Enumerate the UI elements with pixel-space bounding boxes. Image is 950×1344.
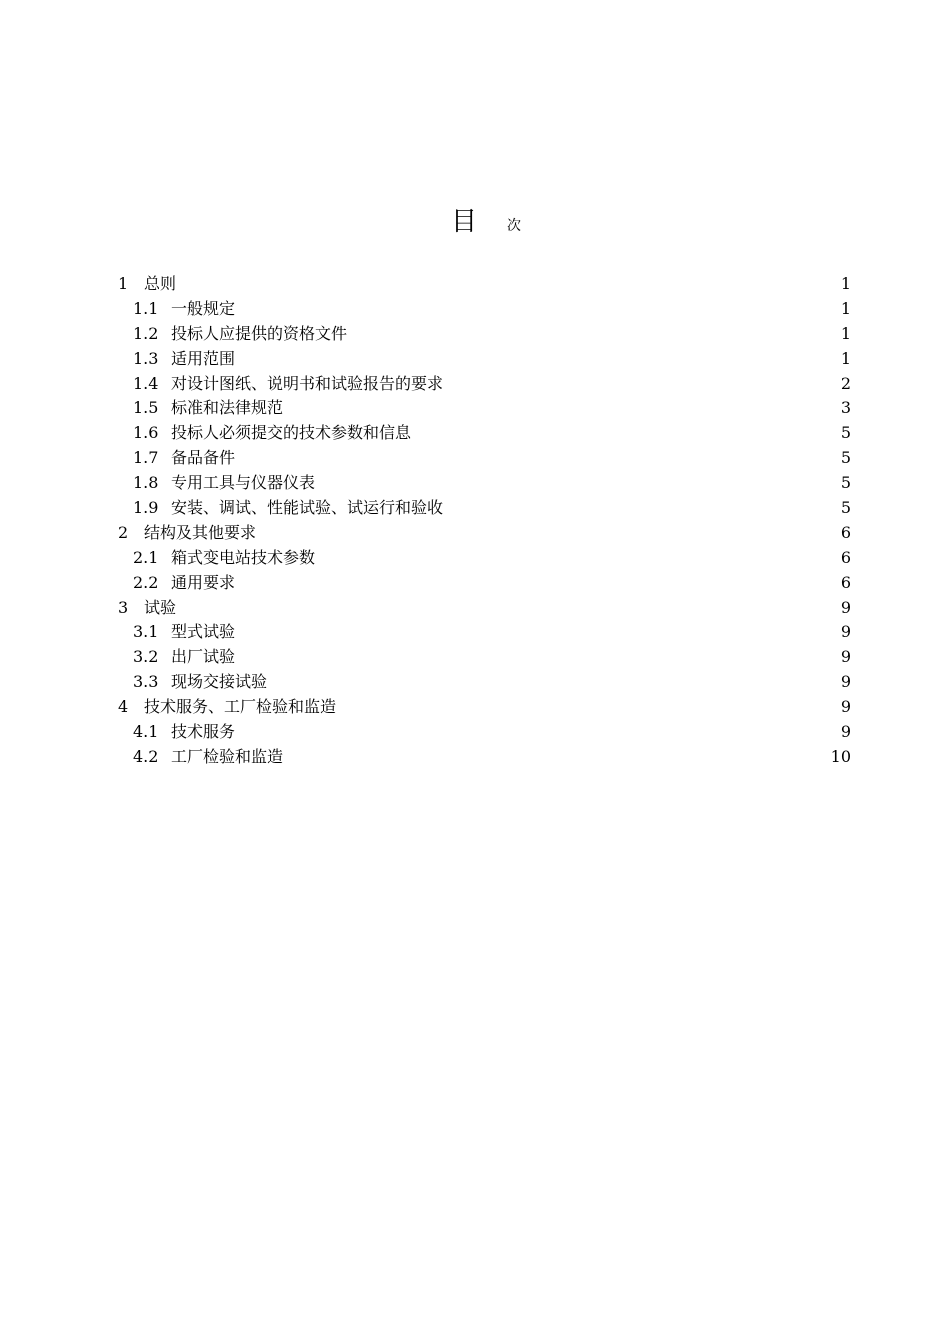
toc-entry-title: 标准和法律规范	[171, 398, 284, 418]
toc-entry-number: 1.2	[133, 323, 159, 343]
toc-entry-title: 总则	[144, 274, 177, 293]
toc-entry[interactable]	[118, 297, 851, 322]
toc-entry-title: 对设计图纸、说明书和试验报告的要求	[171, 373, 444, 393]
toc-entry-page: 1	[840, 348, 851, 368]
toc-entry-page: 5	[840, 448, 851, 468]
toc-entry-number: 1.3	[133, 348, 159, 368]
toc-entry[interactable]	[118, 496, 851, 521]
toc-entry-page: 9	[840, 722, 851, 742]
toc-entry-number: 1.5	[133, 398, 159, 418]
toc-entry[interactable]	[118, 471, 851, 496]
toc-entry-title: 出厂试验	[171, 647, 236, 667]
toc-entry-page: 1	[840, 274, 851, 293]
toc-entry-number: 1.7	[133, 448, 159, 468]
toc-entry-title: 投标人必须提交的技术参数和信息	[171, 423, 412, 443]
toc-entry[interactable]	[118, 695, 851, 720]
toc-entry[interactable]	[118, 546, 851, 571]
toc-entry[interactable]	[118, 596, 851, 621]
toc-entry-title: 结构及其他要求	[144, 522, 257, 542]
toc-entry-number: 3.1	[133, 622, 159, 642]
toc-entry-number: 1.9	[133, 498, 159, 518]
toc-entry-page: 1	[840, 323, 851, 343]
toc-entry-title: 技术服务、工厂检验和监造	[144, 697, 337, 717]
toc-entry-number: 3.3	[133, 672, 159, 692]
toc-title-main: 目	[451, 207, 478, 237]
toc-entry-number: 3	[118, 597, 129, 617]
toc-entry-title: 箱式变电站技术参数	[171, 547, 316, 567]
toc-entry-page: 9	[840, 622, 851, 642]
toc-entry-page: 6	[840, 572, 851, 592]
toc-entry-number: 4.1	[133, 722, 159, 742]
toc-entry-number: 4	[118, 697, 129, 717]
toc-entry[interactable]	[118, 521, 851, 546]
toc-entry-page: 2	[840, 373, 851, 393]
toc-entry-title: 适用范围	[171, 348, 236, 368]
toc-entry-number: 4.2	[133, 746, 159, 766]
toc-entry-page: 10	[830, 746, 851, 766]
toc-entry-page: 1	[840, 298, 851, 318]
toc-entry[interactable]	[118, 421, 851, 446]
toc-entry-title: 技术服务	[171, 722, 236, 742]
toc-entry[interactable]	[118, 670, 851, 695]
toc-entry-title: 专用工具与仪器仪表	[171, 473, 316, 493]
toc-entry-number: 1.8	[133, 473, 159, 493]
toc-entry-page: 5	[840, 423, 851, 443]
toc-entry[interactable]	[118, 720, 851, 745]
toc-entry-page: 3	[840, 398, 851, 418]
toc-entry-number: 1.1	[133, 298, 159, 318]
toc-entry-title: 通用要求	[171, 572, 236, 592]
toc-entry[interactable]	[118, 745, 851, 770]
toc-entry[interactable]	[118, 347, 851, 372]
toc-entry[interactable]	[118, 272, 851, 297]
toc-entry-page: 9	[840, 697, 851, 717]
toc-entry-page: 9	[840, 597, 851, 617]
toc-entry-title: 型式试验	[171, 622, 236, 642]
toc-entry[interactable]	[118, 571, 851, 596]
toc-entry-page: 9	[840, 647, 851, 667]
toc-entry-title: 投标人应提供的资格文件	[171, 323, 348, 343]
toc-entry[interactable]	[118, 446, 851, 471]
toc-entry-title: 安装、调试、性能试验、试运行和验收	[171, 498, 444, 518]
toc-entry-number: 2.1	[133, 547, 159, 567]
toc-entry[interactable]	[118, 322, 851, 347]
toc-entry[interactable]	[118, 645, 851, 670]
table-of-contents	[118, 272, 851, 770]
toc-entry-title: 工厂检验和监造	[171, 746, 284, 766]
toc-entry-title: 备品备件	[171, 448, 236, 468]
toc-entry-number: 2.2	[133, 572, 159, 592]
toc-entry-page: 9	[840, 672, 851, 692]
toc-entry-number: 1.4	[133, 373, 159, 393]
toc-entry-number: 3.2	[133, 647, 159, 667]
toc-entry-title: 试验	[144, 597, 177, 617]
toc-entry-title: 一般规定	[171, 298, 236, 318]
toc-entry-title: 现场交接试验	[171, 672, 268, 692]
toc-entry-number: 1.6	[133, 423, 159, 443]
toc-entry-page: 6	[840, 522, 851, 542]
toc-entry[interactable]	[118, 620, 851, 645]
toc-entry-page: 5	[840, 473, 851, 493]
toc-entry-number: 1	[118, 274, 129, 293]
toc-entry-page: 5	[840, 498, 851, 518]
toc-entry-number: 2	[118, 522, 129, 542]
toc-entry[interactable]	[118, 372, 851, 397]
toc-title	[0, 206, 950, 242]
toc-entry-page: 6	[840, 547, 851, 567]
toc-title-sub: 次	[507, 218, 521, 234]
toc-entry[interactable]	[118, 396, 851, 421]
